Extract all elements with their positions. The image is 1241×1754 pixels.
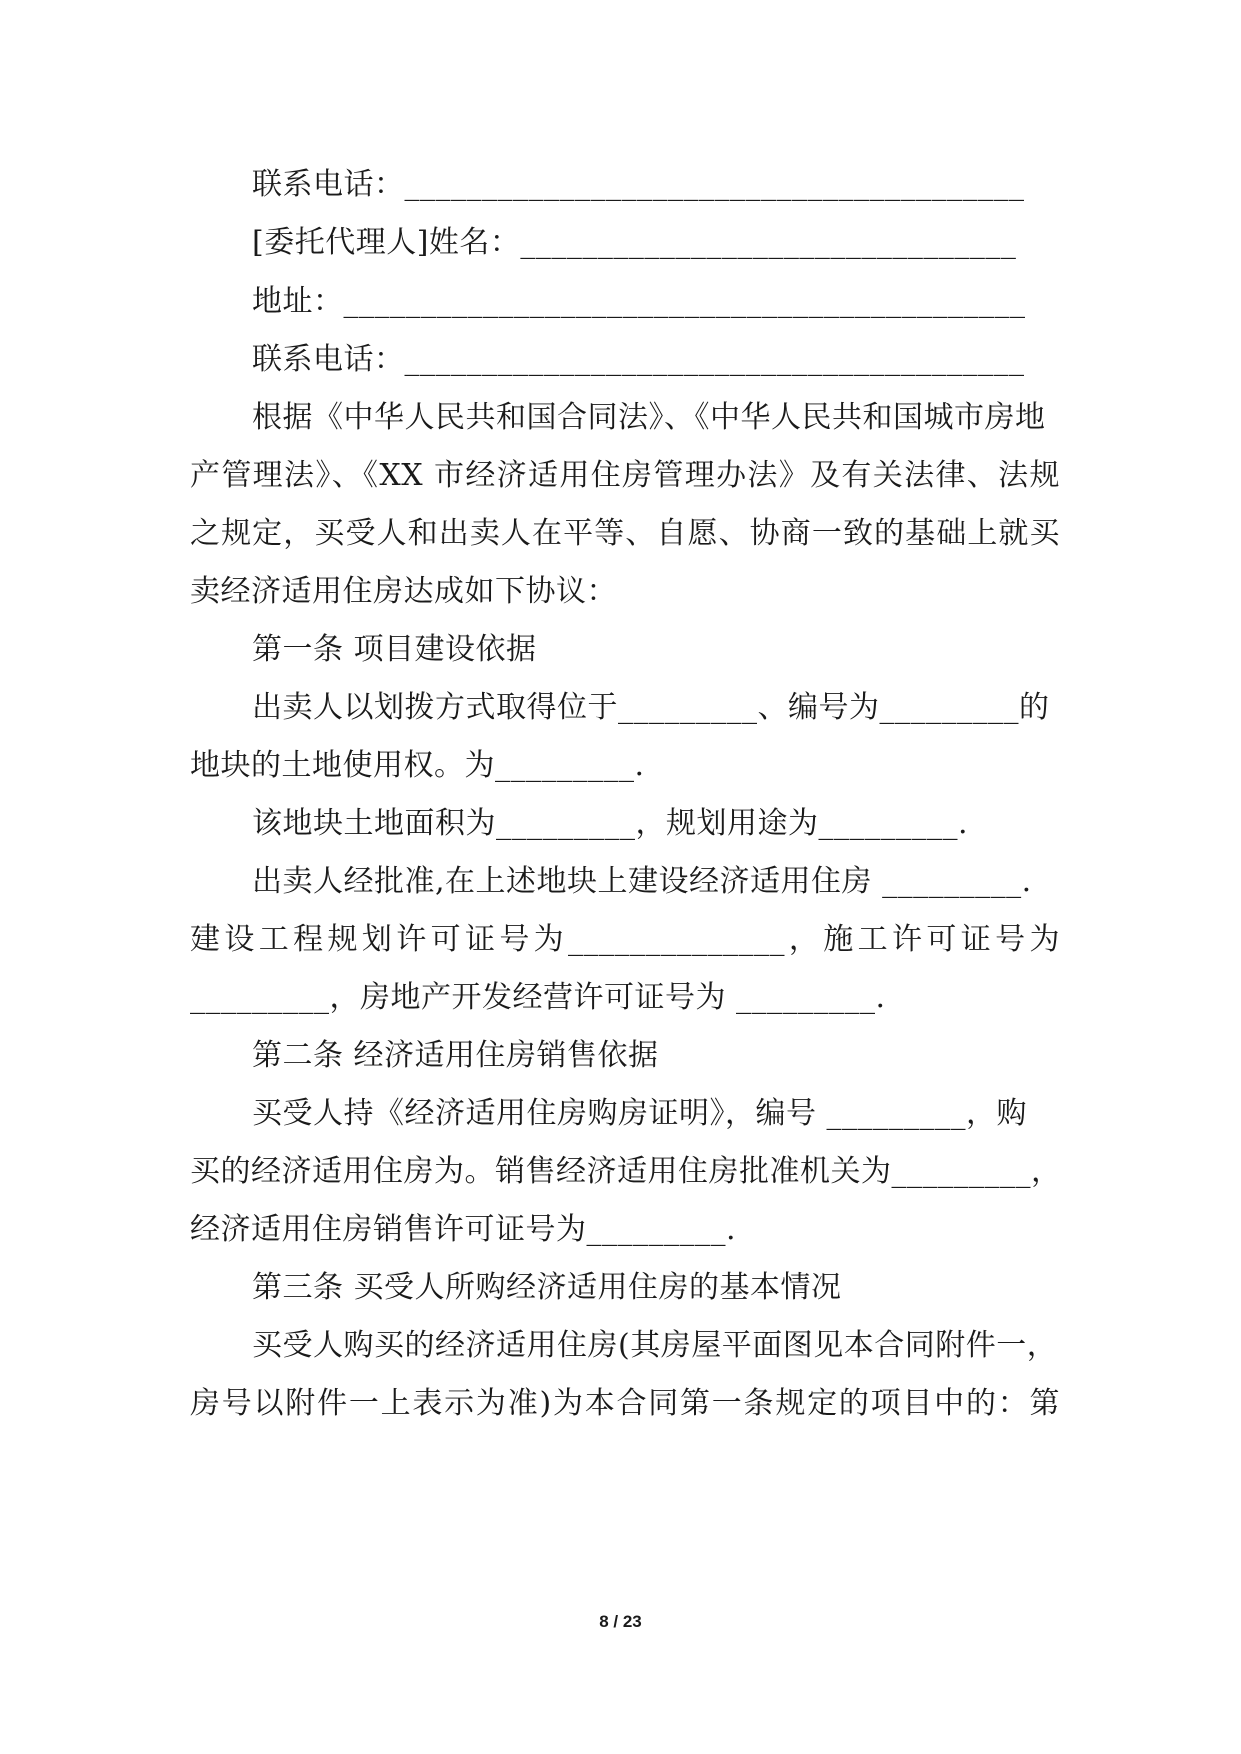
article-2-line-1: 买受人持《经济适用住房购房证明》，编号 _________，购 bbox=[252, 1096, 1028, 1131]
paragraph-intro-line-3: 之规定，买受人和出卖人在平等、自愿、协商一致的基础上就买 bbox=[190, 516, 1060, 551]
page-number: 8 / 23 bbox=[599, 1612, 642, 1631]
article-1-line-1: 出卖人以划拨方式取得位于_________、编号为_________的 bbox=[252, 690, 1050, 725]
article-2-heading: 第二条 经济适用住房销售依据 bbox=[252, 1038, 659, 1073]
article-1-line-5: 建设工程规划许可证号为______________，施工许可证号为 bbox=[190, 922, 1060, 957]
article-1-line-3: 该地块土地面积为_________，规划用途为_________. bbox=[252, 806, 969, 841]
paragraph-intro-line-2: 产管理法》、《XX 市经济适用住房管理办法》及有关法律、法规 bbox=[190, 458, 1060, 493]
contact-phone-line-1: 联系电话：________________________________________ bbox=[252, 167, 1025, 202]
address-line: 地址：____________________________________________ bbox=[252, 284, 1026, 319]
article-3-line-1: 买受人购买的经济适用住房(其房屋平面图见本合同附件一， bbox=[252, 1328, 1058, 1363]
paragraph-intro-line-4: 卖经济适用住房达成如下协议： bbox=[190, 574, 617, 609]
article-1-line-6: _________，房地产开发经营许可证号为 _________. bbox=[190, 980, 886, 1015]
article-1-line-4: 出卖人经批准,在上述地块上建设经济适用住房 _________. bbox=[252, 864, 1032, 899]
agent-name-line: [委托代理人]姓名：________________________________ bbox=[252, 225, 1017, 260]
contact-phone-line-2: 联系电话：________________________________________ bbox=[252, 342, 1025, 377]
article-2-line-2: 买的经济适用住房为。销售经济适用住房批准机关为_________， bbox=[190, 1154, 1062, 1189]
paragraph-intro-line-1: 根据《中华人民共和国合同法》、《中华人民共和国城市房地 bbox=[252, 400, 1046, 435]
article-3-line-2: 房号以附件一上表示为准)为本合同第一条规定的项目中的：第 bbox=[190, 1386, 1060, 1421]
article-2-line-3: 经济适用住房销售许可证号为_________. bbox=[190, 1212, 737, 1247]
article-1-heading: 第一条 项目建设依据 bbox=[252, 632, 537, 667]
article-1-line-2: 地块的土地使用权。为_________. bbox=[190, 748, 645, 783]
article-3-heading: 第三条 买受人所购经济适用住房的基本情况 bbox=[252, 1270, 842, 1305]
